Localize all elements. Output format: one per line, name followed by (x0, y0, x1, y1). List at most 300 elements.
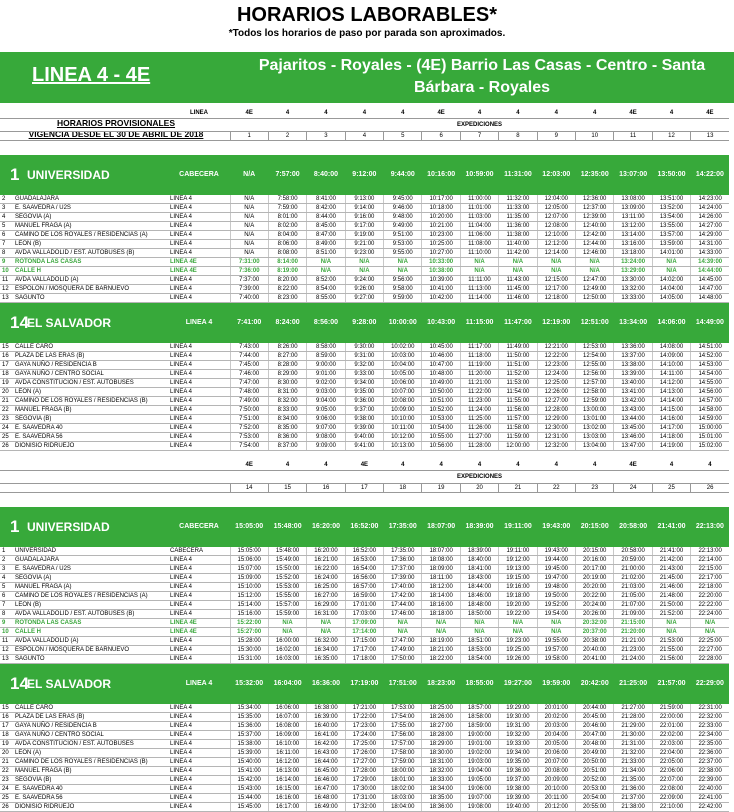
stop-time: 19:25:00 (499, 646, 537, 655)
stop-time: 8:45:00 (307, 222, 345, 231)
blank-cell (168, 471, 230, 484)
stop-time: 15:14:00 (230, 601, 268, 610)
section-time: 19:11:00 (499, 507, 537, 547)
table-row (0, 276, 729, 285)
stop-time: 9:37:00 (345, 406, 383, 415)
table-row (0, 294, 729, 303)
stop-time: 15:53:00 (268, 583, 306, 592)
stop-time: 19:00:00 (460, 731, 498, 740)
expedition-number: 2 (268, 132, 306, 141)
expedition-number: 5 (384, 132, 422, 141)
stop-time: 18:31:00 (422, 758, 460, 767)
stop-name: MANUEL FRAGA (A) (13, 222, 168, 231)
stop-time: 15:28:00 (230, 637, 268, 646)
stop-time: 12:32:00 (537, 442, 575, 451)
stop-time: 20:26:00 (576, 610, 614, 619)
expediciones-row (0, 471, 729, 484)
stop-time: 16:35:00 (307, 655, 345, 664)
stop-time: 11:45:00 (499, 285, 537, 294)
stop-time: 11:04:00 (460, 222, 498, 231)
stop-time: 14:04:00 (652, 285, 690, 294)
stop-time: 10:52:00 (422, 406, 460, 415)
stop-time: 19:06:00 (460, 785, 498, 794)
stop-time: N/A (230, 222, 268, 231)
stop-time: 22:01:00 (652, 722, 690, 731)
section-time: 18:23:00 (422, 664, 460, 705)
section-time: 22:29:00 (691, 664, 729, 705)
stop-time: 9:41:00 (345, 442, 383, 451)
stop-time: 12:57:00 (576, 379, 614, 388)
expediciones-label: EXPEDICIONES (230, 471, 729, 484)
stop-time: 19:12:00 (499, 556, 537, 565)
stop-time: 13:40:00 (614, 379, 652, 388)
stop-time: 10:27:00 (422, 249, 460, 258)
stop-time: 20:09:00 (537, 776, 575, 785)
stop-time: 8:49:00 (307, 240, 345, 249)
stop-number: 2 (0, 195, 13, 204)
table-row (0, 646, 729, 655)
stop-time: 16:48:00 (307, 794, 345, 803)
stop-time: 16:49:00 (307, 803, 345, 812)
stop-time: N/A (499, 619, 537, 628)
stop-time: 17:57:00 (384, 740, 422, 749)
section-time: 10:00:00 (384, 303, 422, 344)
stop-time: 15:41:00 (230, 767, 268, 776)
stop-time: 20:50:00 (576, 758, 614, 767)
stop-time: 12:58:00 (576, 388, 614, 397)
stop-time: 20:02:00 (537, 713, 575, 722)
section-number: 1 (0, 155, 13, 195)
stop-time: 11:50:00 (499, 352, 537, 361)
stop-time: 13:01:00 (576, 415, 614, 424)
section-tag: CABECERA (168, 155, 230, 195)
stop-time: 11:35:00 (499, 213, 537, 222)
stop-time: 19:23:00 (499, 637, 537, 646)
stop-time: N/A (345, 258, 383, 267)
stop-time: 12:59:00 (576, 397, 614, 406)
stop-time: 17:28:00 (345, 767, 383, 776)
table-row (0, 240, 729, 249)
stop-time: 17:32:00 (345, 803, 383, 812)
stop-time: 12:10:00 (537, 231, 575, 240)
stop-time: 13:03:00 (576, 433, 614, 442)
stop-time: 21:35:00 (614, 776, 652, 785)
stop-time: 19:22:00 (499, 610, 537, 619)
stop-time: 12:14:00 (537, 249, 575, 258)
stop-time: 7:39:00 (230, 285, 268, 294)
stop-time: N/A (499, 258, 537, 267)
linea-value: 4 (516, 462, 520, 468)
section-name: EL SALVADOR (13, 664, 168, 705)
section-time: 9:44:00 (384, 155, 422, 195)
section-time: 8:24:00 (268, 303, 306, 344)
stop-time: 9:27:00 (345, 294, 383, 303)
stop-time: 15:34:00 (230, 704, 268, 713)
stop-time: 13:51:00 (652, 195, 690, 204)
stop-number: 18 (0, 370, 13, 379)
stop-time: 19:57:00 (537, 646, 575, 655)
stop-time: 18:01:00 (384, 776, 422, 785)
table-row (0, 601, 729, 610)
stop-time: 8:59:00 (307, 352, 345, 361)
section-number: 1 (0, 507, 13, 547)
section-time: 14:22:00 (691, 155, 729, 195)
stop-time: 19:54:00 (537, 610, 575, 619)
stop-time: 7:37:00 (230, 276, 268, 285)
stop-time: 16:56:00 (345, 574, 383, 583)
stop-time: 8:35:00 (268, 424, 306, 433)
stop-time: 10:49:00 (422, 379, 460, 388)
section-time: 16:52:00 (345, 507, 383, 547)
stop-name: GAYA NUÑO / RESIDENCIA B (13, 722, 168, 731)
table-row (0, 258, 729, 267)
stop-number: 4 (0, 213, 13, 222)
linea-value: 4E (245, 110, 253, 116)
stop-time: 12:21:00 (537, 343, 575, 352)
stop-time: 8:32:00 (268, 397, 306, 406)
stop-time: 16:16:00 (268, 794, 306, 803)
stop-time: N/A (691, 619, 729, 628)
provisional-label: HORARIOS PROVISIONALES (56, 118, 176, 128)
stop-time: 15:52:00 (268, 574, 306, 583)
expedition-number: 12 (652, 132, 690, 141)
stop-time: 8:36:00 (268, 433, 306, 442)
table-row (0, 361, 729, 370)
stop-time: 7:36:00 (230, 267, 268, 276)
stop-number: 10 (0, 267, 13, 276)
stop-time: 22:10:00 (652, 803, 690, 812)
stop-time: 16:02:00 (268, 646, 306, 655)
table-row (0, 213, 729, 222)
stop-time: 10:50:00 (422, 388, 460, 397)
stop-time: 14:52:00 (691, 352, 729, 361)
stop-time: 16:21:00 (307, 556, 345, 565)
stop-time: 15:16:00 (230, 610, 268, 619)
stop-time: 8:44:00 (307, 213, 345, 222)
linea-value: 4E (245, 462, 253, 468)
stop-time: 22:02:00 (652, 731, 690, 740)
table-row (0, 249, 729, 258)
stop-time: 18:36:00 (422, 803, 460, 812)
stop-time: 14:51:00 (691, 343, 729, 352)
stop-time: 20:41:00 (576, 655, 614, 664)
table-row (0, 722, 729, 731)
stop-linea: LINEA 4 (168, 442, 230, 451)
stop-time: 7:31:00 (230, 258, 268, 267)
section-time: N/A (230, 155, 268, 195)
stop-name: AVDA VALLADOLID / EST. AUTOBUSES (B) (13, 249, 168, 258)
stop-time: 17:54:00 (384, 713, 422, 722)
stop-time: 19:07:00 (460, 794, 498, 803)
stop-time: 14:31:00 (691, 240, 729, 249)
stop-time: 18:08:00 (422, 556, 460, 565)
stop-name: PLAZA DE LAS ERAS (B) (13, 352, 168, 361)
stop-time: 7:52:00 (230, 424, 268, 433)
stop-time: 9:36:00 (345, 397, 383, 406)
stop-time: 18:58:00 (460, 713, 498, 722)
stop-time: 18:28:00 (422, 731, 460, 740)
stop-linea: LINEA 4 (168, 722, 230, 731)
section-time: 21:25:00 (614, 664, 652, 705)
stop-time: 20:01:00 (537, 704, 575, 713)
stop-time: 18:29:00 (422, 740, 460, 749)
expedition-number: 15 (268, 484, 306, 493)
stop-time: 11:52:00 (499, 370, 537, 379)
table-row (0, 352, 729, 361)
stop-time: 10:04:00 (384, 361, 422, 370)
stop-name: ROTONDA LAS CASAS (13, 619, 168, 628)
stop-time: 8:19:00 (268, 267, 306, 276)
stop-linea: LINEA 4 (168, 285, 230, 294)
section-time: 17:35:00 (384, 507, 422, 547)
stop-time: N/A (499, 628, 537, 637)
blank-cell (0, 471, 13, 484)
section-time: 19:27:00 (499, 664, 537, 705)
stop-time: 16:46:00 (307, 776, 345, 785)
stop-time: 20:07:00 (537, 758, 575, 767)
stop-time: 19:32:00 (499, 731, 537, 740)
stop-time: 12:07:00 (537, 213, 575, 222)
stop-name: DIONISIO RIDRUEJO (13, 442, 168, 451)
section-time: 11:15:00 (460, 303, 498, 344)
stop-time: 9:32:00 (345, 361, 383, 370)
stop-name: E. SAAVEDRA 56 (13, 794, 168, 803)
stop-time: 14:47:00 (691, 285, 729, 294)
stop-time: 16:10:00 (268, 740, 306, 749)
stop-time: 8:06:00 (268, 240, 306, 249)
stop-number: 23 (0, 415, 13, 424)
linea-value: 4E (360, 462, 369, 468)
stop-number: 11 (0, 276, 13, 285)
stop-time: 10:25:00 (422, 240, 460, 249)
stop-linea: LINEA 4 (168, 352, 230, 361)
table-row (0, 637, 729, 646)
stop-linea: LINEA 4 (168, 776, 230, 785)
stop-time: 8:04:00 (268, 231, 306, 240)
stop-time: 20:05:00 (537, 740, 575, 749)
table-row (0, 406, 729, 415)
stop-linea: LINEA 4 (168, 415, 230, 424)
stop-time: 18:07:00 (422, 547, 460, 556)
section-tag: LINEA 4 (168, 303, 230, 344)
stop-time: 21:59:00 (652, 704, 690, 713)
stop-time: 22:22:00 (691, 601, 729, 610)
section-time: 14:49:00 (691, 303, 729, 344)
stop-time: 22:25:00 (691, 637, 729, 646)
stop-time: 7:59:00 (268, 204, 306, 213)
stop-linea: LINEA 4 (168, 379, 230, 388)
stop-time: 16:08:00 (268, 722, 306, 731)
stop-time: 19:01:00 (460, 740, 498, 749)
stop-time: 16:40:00 (307, 722, 345, 731)
stop-time: 17:40:00 (384, 583, 422, 592)
stop-time: 22:15:00 (691, 565, 729, 574)
stop-time: 20:46:00 (576, 722, 614, 731)
section-time: 21:41:00 (652, 507, 690, 547)
stop-time: 18:53:00 (460, 646, 498, 655)
stop-time: 8:51:00 (307, 249, 345, 258)
stop-time: 21:05:00 (614, 592, 652, 601)
stop-time: 10:17:00 (422, 195, 460, 204)
stop-time: 11:40:00 (499, 240, 537, 249)
linea-label: LINEA (190, 110, 208, 116)
stop-time: 18:34:00 (422, 785, 460, 794)
stop-time: 22:08:00 (652, 785, 690, 794)
stop-time: 12:18:00 (537, 294, 575, 303)
stop-time: 15:30:00 (230, 646, 268, 655)
stop-time: N/A (576, 267, 614, 276)
stop-time: 13:18:00 (614, 249, 652, 258)
stop-time: 16:42:00 (307, 740, 345, 749)
stop-time: 20:08:00 (537, 767, 575, 776)
section-time: 20:58:00 (614, 507, 652, 547)
stop-time: N/A (576, 258, 614, 267)
stop-time: 18:41:00 (460, 565, 498, 574)
stop-time: 12:17:00 (537, 285, 575, 294)
section-time: 10:43:00 (422, 303, 460, 344)
stop-time: 18:43:00 (460, 574, 498, 583)
stop-linea: LINEA 4 (168, 749, 230, 758)
stop-time: 13:52:00 (652, 204, 690, 213)
stop-time: 13:38:00 (614, 361, 652, 370)
stop-time: 11:54:00 (499, 388, 537, 397)
stop-time: 10:05:00 (384, 370, 422, 379)
stop-time: 22:27:00 (691, 646, 729, 655)
stop-time: 13:36:00 (614, 343, 652, 352)
stop-time: 11:51:00 (499, 361, 537, 370)
stop-time: 17:46:00 (384, 610, 422, 619)
stop-number: 8 (0, 610, 13, 619)
stop-time: 11:06:00 (460, 231, 498, 240)
stop-time: 10:10:00 (384, 415, 422, 424)
stop-time: 19:43:00 (537, 547, 575, 556)
stop-time: 11:01:00 (460, 204, 498, 213)
stop-time: 9:46:00 (384, 204, 422, 213)
stop-time: N/A (691, 628, 729, 637)
stop-linea: LINEA 4 (168, 231, 230, 240)
section-time: 7:57:00 (268, 155, 306, 195)
stop-time: 20:58:00 (614, 547, 652, 556)
stop-number: 25 (0, 794, 13, 803)
table-row (0, 424, 729, 433)
table-row (0, 433, 729, 442)
stop-time: 17:36:00 (384, 556, 422, 565)
section-time: 18:07:00 (422, 507, 460, 547)
linea-value: 4 (324, 462, 328, 468)
stop-time: 15:38:00 (230, 740, 268, 749)
section-time: 17:51:00 (384, 664, 422, 705)
section-header (0, 303, 729, 344)
stop-time: 10:12:00 (384, 433, 422, 442)
stop-time: 9:13:00 (345, 195, 383, 204)
stop-time: 12:44:00 (576, 240, 614, 249)
stop-time: 13:08:00 (614, 195, 652, 204)
stop-time: 11:17:00 (460, 343, 498, 352)
stop-name: CAMINO DE LOS ROYALES / RESIDENCIAS (B) (13, 397, 168, 406)
blank-cell (0, 132, 13, 141)
stop-time: 15:40:00 (230, 758, 268, 767)
stop-time: 9:31:00 (345, 352, 383, 361)
stop-time: 20:53:00 (576, 785, 614, 794)
stop-linea: LINEA 4 (168, 574, 230, 583)
section-time: 18:39:00 (460, 507, 498, 547)
expedition-number: 26 (691, 484, 729, 493)
stop-name: AVDA VALLADOLID (A) (13, 637, 168, 646)
blank-cell (13, 460, 168, 471)
stop-time: 20:38:00 (576, 637, 614, 646)
stop-time: N/A (307, 628, 345, 637)
stop-time: 9:38:00 (345, 415, 383, 424)
table-row (0, 370, 729, 379)
stop-time: 16:24:00 (307, 574, 345, 583)
stop-time: 12:56:00 (576, 370, 614, 379)
stop-time: 10:41:00 (422, 285, 460, 294)
stop-time: 17:15:00 (345, 637, 383, 646)
section-tag: CABECERA (168, 507, 230, 547)
section-time: 13:50:00 (652, 155, 690, 195)
stop-linea: LINEA 4 (168, 433, 230, 442)
stop-time: 12:05:00 (537, 204, 575, 213)
stop-time: 21:42:00 (652, 556, 690, 565)
stop-linea: LINEA 4 (168, 343, 230, 352)
stop-linea: LINEA 4 (168, 406, 230, 415)
stop-time: 17:26:00 (345, 749, 383, 758)
stop-linea: CABECERA (168, 547, 230, 556)
stop-time: 12:08:00 (537, 222, 575, 231)
stop-time: 11:10:00 (460, 249, 498, 258)
stop-time: 22:06:00 (652, 767, 690, 776)
stop-time: 18:00:00 (384, 767, 422, 776)
expedition-number: 22 (537, 484, 575, 493)
table-row (0, 767, 729, 776)
stop-time: 10:21:00 (422, 222, 460, 231)
stop-name: CALLE H (13, 628, 168, 637)
stop-time: 17:21:00 (345, 704, 383, 713)
expedition-number: 6 (422, 132, 460, 141)
stop-time: 22:18:00 (691, 583, 729, 592)
stop-time: 8:52:00 (307, 276, 345, 285)
stop-time: 12:25:00 (537, 379, 575, 388)
stop-time: 17:42:00 (384, 592, 422, 601)
stop-linea: LINEA 4E (168, 628, 230, 637)
stop-time: 17:03:00 (345, 610, 383, 619)
stop-time: 19:04:00 (460, 767, 498, 776)
stop-time: 8:33:00 (268, 406, 306, 415)
stop-time: 18:04:00 (384, 803, 422, 812)
stop-time: 22:38:00 (691, 767, 729, 776)
stop-time: 19:13:00 (499, 565, 537, 574)
stop-time: 12:26:00 (537, 388, 575, 397)
stop-time: 17:37:00 (384, 565, 422, 574)
stop-time: 7:40:00 (230, 294, 268, 303)
stop-time: 16:15:00 (268, 785, 306, 794)
stop-time: 16:11:00 (268, 749, 306, 758)
stop-time: 11:11:00 (460, 276, 498, 285)
section-time: 12:19:00 (537, 303, 575, 344)
stop-linea: LINEA 4 (168, 370, 230, 379)
stop-time: 22:28:00 (691, 655, 729, 664)
stop-time: 14:53:00 (691, 361, 729, 370)
stop-time: 17:39:00 (384, 574, 422, 583)
stop-time: 12:31:00 (537, 433, 575, 442)
table-row (0, 379, 729, 388)
stop-time: 8:42:00 (307, 204, 345, 213)
stop-time: N/A (537, 258, 575, 267)
stop-linea: LINEA 4 (168, 556, 230, 565)
stop-linea: LINEA 4E (168, 258, 230, 267)
stop-time: 9:23:00 (345, 249, 383, 258)
stop-time: 11:46:00 (499, 294, 537, 303)
